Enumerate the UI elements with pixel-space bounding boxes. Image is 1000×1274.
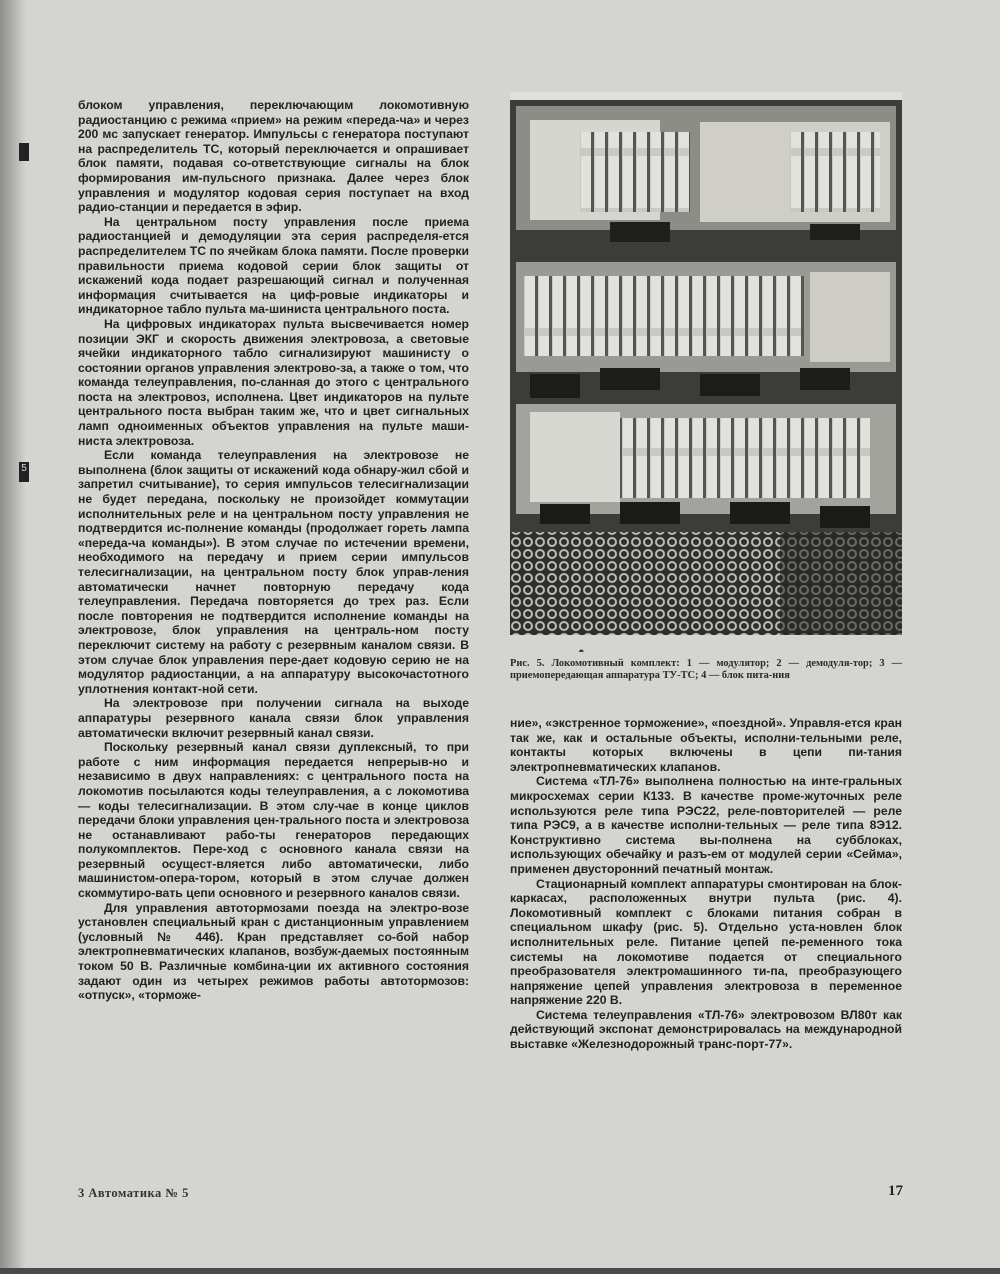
paragraph: ние», «экстренное торможение», «поездной». Управля-ется кран так же, как и остальные объекты, исполни-тельными реле, контакты которых включены в цепи пи-тания электропневматических клапанов. bbox=[510, 716, 902, 774]
margin-mark-top bbox=[19, 143, 29, 161]
binding-shadow bbox=[0, 0, 26, 1274]
page-number: 17 bbox=[888, 1183, 903, 1199]
paragraph: Поскольку резервный канал связи дуплексный, то при работе с ним информация передается непрерыв-но и независимо в двух направлениях: с центрального поста на локомотив посылаются коды телеуправления, а с локомотива — коды телесигнализации. В этом слу-чае в конце циклов передачи блоки управления цен-трального поста и электровоза не останавливают рабо-ты генераторов передающих полукомплектов. Пере-ход с основного канала связи на резервный осущест-вляется либо автоматически, либо машинистом-опера-тором, который в этом случае должен скоммутиро-вать цепи основного и резервного каналов связи. bbox=[78, 740, 469, 901]
right-text-column bbox=[510, 716, 902, 1052]
paragraph: На цифровых индикаторах пульта высвечивается номер позиции ЭКГ и скорость движения электровоза, а световые ячейки индикаторного табло сигнализируют машинисту о состоянии органов управления электрово-за, а также о том, что команда телеуправления, по-сланная до этого с центрального поста на электровоз, исполнена. Цвет индикаторов на пульте центрального поста выбран таким же, что и цвет сигнальных ламп одноименных объектов управления на пульте маши-ниста электровоза. bbox=[78, 316, 469, 448]
figure-caption: Рис. 5. Локомотивный комплект: 1 — модулятор; 2 — демодуля-тор; 3 — приемопередающая аппаратура ТУ-ТС; 4 — блок пита-ния bbox=[510, 658, 902, 681]
paragraph: блоком управления, переключающим локомотивную радиостанцию с режима «прием» на режим «переда-ча» и через 200 мс запускает генератор. Импульсы с генератора поступают на распределитель ТС, который переключается и опрашивает блок памяти, подавая со-ответствующие сигналы на блок формирования им-пульсного признака. Далее через блок управления и модулятор кодовая серия поступает на вход радио-станции и передается в эфир. bbox=[78, 98, 469, 215]
margin-mark-section: 5 bbox=[19, 462, 29, 482]
paragraph: На электровозе при получении сигнала на выходе аппаратуры резервного канала связи блок управления автоматически включит резервный канал связи. bbox=[78, 696, 469, 740]
paragraph: Система телеуправления «ТЛ-76» электровозом ВЛ80т как действующий экспонат демонстрировалась на международной выставке «Железнодорожный транс-порт-77». bbox=[510, 1007, 902, 1052]
paragraph: На центральном посту управления после приема радиостанцией и демодуляции эта серия распределя-ется распределителем ТС по ячейкам блока памяти. После проверки правильности приема кодовой серии блок защиты от искажений кода подает разрешающий сигнал и полученная информация считывается на циф-ровые индикаторы и индикаторное табло пульта ма-шиниста центрального поста. bbox=[78, 214, 469, 317]
paragraph: Если команда телеуправления на электровозе не выполнена (блок защиты от искажений кода обнару-жил сбой и запретил считывание), то серия импульсов телесигнализации не будет передана, поскольку не произойдет коммутации исполнительных реле и на центральном посту управления не подтвердится ис-полнение команды (продолжает гореть лампа «переда-ча команды»). В этом случае по истечении времени, необходимого на передачу и прием серии импульсов телесигнализации, на центральном посту блок управ-ления автоматически начнет повторную передачу кода телеуправления. Передача повторяется до трех раз. Если после повторения не подтвердится исполнение команды на электровозе, блок управления на централь-ном посту переключит систему на работу с резервным каналом связи. В этом случае блок управления пере-дает кодовую серию не на модулятор радиостанции, а на аппаратуру высокочастотного уплотнения контакт-ной сети. bbox=[78, 448, 469, 696]
left-text-column bbox=[78, 98, 469, 1003]
paragraph: Для управления автотормозами поезда на электро-возе установлен специальный кран с дистанционным управлением (условный № 446). Кран представляет со-бой набор электропневматических клапанов, возбуж-даемых постоянным током 50 В. Различные комбина-ции их активного состояния задают один из четырех режимов работы автотормозов: «отпуск», «торможе- bbox=[78, 900, 469, 1003]
locomotive-kit-photo bbox=[510, 92, 902, 635]
paragraph: Стационарный комплект аппаратуры смонтирован на блок-каркасах, расположенных внутри пульта (рис. 4). Локомотивный комплект с блоками питания собран в специальном шкафу (рис. 5). Отдельно уста-новлен блок исполнительных реле. Питание цепей пе-ременного тока системы на локомотиве подается от специального преобразователя электромашинного ти-па, преобразующего напряжение цепей управления электровоза в переменное напряжение 220 В. bbox=[510, 876, 902, 1008]
journal-footer: 3 Автоматика № 5 bbox=[78, 1186, 189, 1200]
paragraph: Система «ТЛ-76» выполнена полностью на инте-гральных микросхемах серии К133. В качестве проме-жуточных реле используются реле типа РЭС22, реле-повторителей — реле типа РЭС9, а в качестве исполни-тельных — реле типа 8Э12. Конструктивно система вы-полнена на субблоках, использующих обечайку и разъ-ем от модулей серии «Сейма», применен двусторонний печатный монтаж. bbox=[510, 774, 902, 876]
page-bottom-edge bbox=[0, 1268, 1000, 1274]
caption-marker: ◓ bbox=[578, 646, 585, 658]
